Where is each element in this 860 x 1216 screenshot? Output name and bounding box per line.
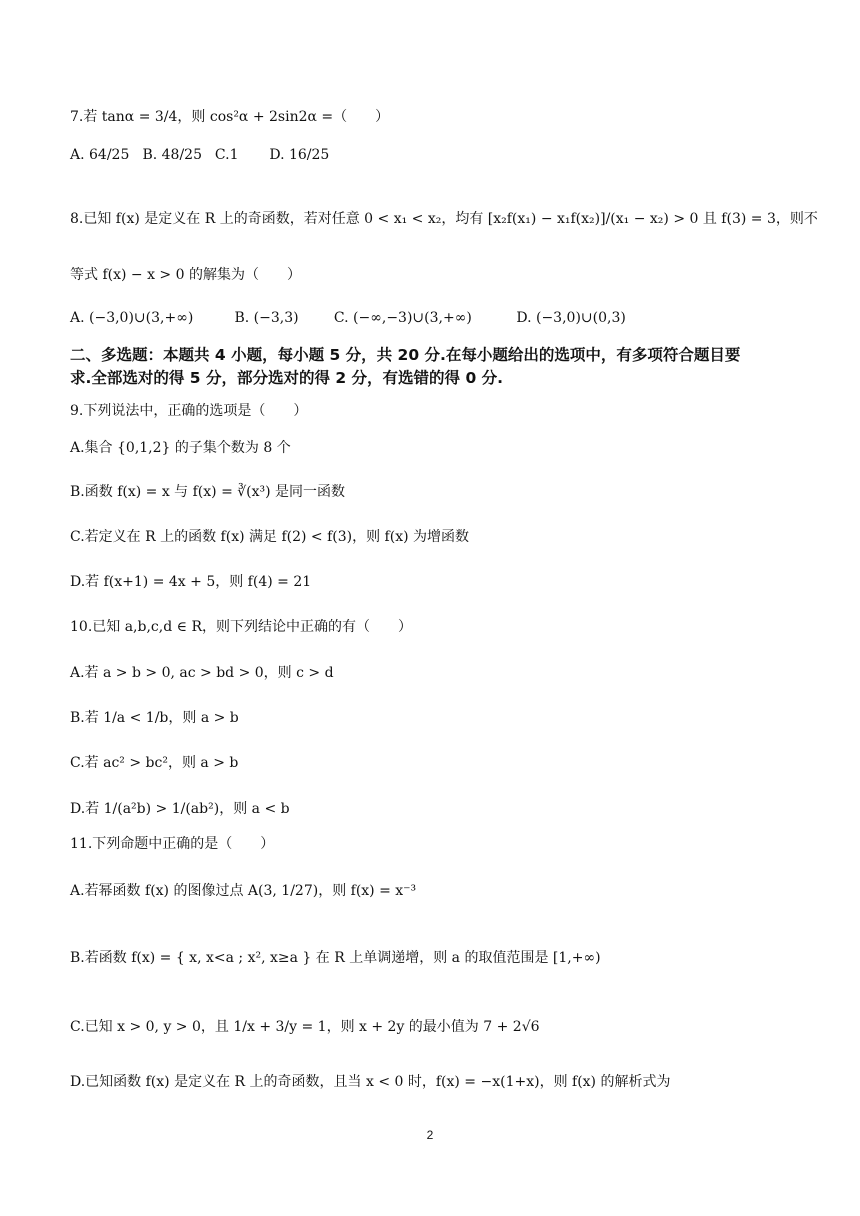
section-2-line2: 求.全部选对的得 5 分，部分选对的得 2 分，有选错的得 0 分. bbox=[70, 369, 504, 387]
section-2-line1: 二、多选题：本题共 4 小题，每小题 5 分，共 20 分.在每小题给出的选项中，有多项符合题目要 bbox=[70, 346, 741, 364]
q7-options bbox=[70, 147, 329, 163]
q9-option-b: B.函数 f(x) = x 与 f(x) = ∛(x³) 是同一函数 bbox=[70, 484, 346, 500]
q7-option-b: B. 48/25 bbox=[142, 147, 202, 163]
q10-stem: 10.已知 a,b,c,d ∈ R，则下列结论中正确的有（ ） bbox=[70, 619, 412, 635]
q8-stem-line2: 等式 f(x) − x > 0 的解集为（ ） bbox=[70, 267, 301, 283]
q10-option-d: D.若 1/(a²b) > 1/(ab²)，则 a < b bbox=[70, 801, 290, 817]
q8-option-b: B. (−3,3) bbox=[234, 310, 299, 326]
q8-option-a: A. (−3,0)∪(3,+∞) bbox=[70, 310, 194, 326]
q11-option-a: A.若幂函数 f(x) 的图像过点 A(3, 1/27)，则 f(x) = x⁻³ bbox=[70, 883, 417, 899]
q7-option-c: C.1 bbox=[214, 147, 239, 163]
section-2-heading bbox=[70, 344, 790, 390]
q10-option-a: A.若 a > b > 0, ac > bd > 0，则 c > d bbox=[70, 665, 334, 681]
q8-option-d: D. (−3,0)∪(0,3) bbox=[516, 310, 626, 326]
q7-option-d: D. 16/25 bbox=[269, 147, 330, 163]
q9-option-a: A.集合 {0,1,2} 的子集个数为 8 个 bbox=[70, 440, 291, 456]
q11-option-c: C.已知 x > 0, y > 0，且 1/x + 3/y = 1，则 x + 2y 的最小值为 7 + 2√6 bbox=[70, 1019, 540, 1035]
q10-option-c: C.若 ac² > bc²，则 a > b bbox=[70, 755, 239, 771]
q11-option-b: B.若函数 f(x) = { x, x<a ; x², x≥a } 在 R 上单调递增，则 a 的取值范围是 [1,+∞) bbox=[70, 950, 601, 966]
q8-stem-line1: 8.已知 f(x) 是定义在 R 上的奇函数，若对任意 0 < x₁ < x₂，均有 [x₂f(x₁) − x₁f(x₂)]/(x₁ − x₂) > 0 且 f(3) = 3，则不 bbox=[70, 211, 818, 227]
q9-option-d: D.若 f(x+1) = 4x + 5，则 f(4) = 21 bbox=[70, 574, 312, 590]
q9-stem: 9.下列说法中，正确的选项是（ ） bbox=[70, 403, 308, 419]
q11-stem: 11.下列命题中正确的是（ ） bbox=[70, 836, 275, 852]
q11-option-d: D.已知函数 f(x) 是定义在 R 上的奇函数，且当 x < 0 时，f(x) = −x(1+x)，则 f(x) 的解析式为 bbox=[70, 1074, 671, 1090]
q8-options bbox=[70, 310, 626, 326]
q7-option-a: A. 64/25 bbox=[70, 147, 130, 163]
q7-stem: 7.若 tanα = 3/4，则 cos²α + 2sin2α =（ ） bbox=[70, 109, 390, 125]
q8-option-c: C. (−∞,−3)∪(3,+∞) bbox=[333, 310, 472, 326]
q10-option-b: B.若 1/a < 1/b，则 a > b bbox=[70, 710, 239, 726]
page-number: 2 bbox=[426, 1128, 434, 1142]
q9-option-c: C.若定义在 R 上的函数 f(x) 满足 f(2) < f(3)，则 f(x) 为增函数 bbox=[70, 529, 470, 545]
